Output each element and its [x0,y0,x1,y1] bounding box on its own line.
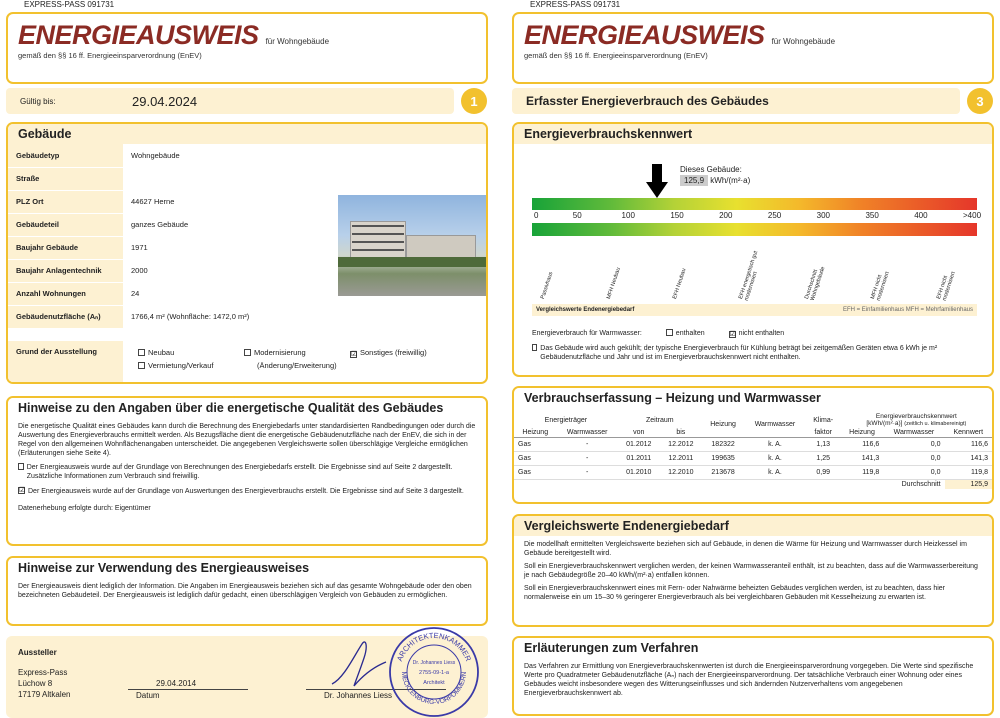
average-value: 125,9 [945,480,992,490]
reference-strip [532,304,977,316]
row-value: 2000 [123,259,486,282]
cell-kv: 119,8 [945,466,992,480]
svg-text:ARCHITEKTENKAMMER: ARCHITEKTENKAMMER [394,630,474,663]
row-key: PLZ Ort [8,190,123,213]
row-value: 1766,4 m² (Wohnfläche: 1472,0 m²) [123,305,486,328]
cell-wk: k. A. [744,438,805,452]
cell-t: 12.2011 [660,452,702,466]
kennwert-card [512,122,994,377]
vergleich-p1: Die modellhaft ermittelten Vergleichswerte beziehen sich auf Gebäude, in denen die Wärme für Heizung und Warmwasser durch Heizkessel im Gebäude bereitgestellt wird. [524,541,967,558]
validity-bar [6,88,454,114]
energy-scale-bar [532,198,982,236]
row-value: ganzes Gebäude [123,213,486,236]
scale-ticks [532,210,982,223]
building-card [6,122,488,384]
issuer-label: Aussteller [18,648,57,657]
row-key: Baujahr Gebäude [8,236,123,259]
row-value: 1971 [123,236,486,259]
cell-h: 182322 [702,438,745,452]
cell-t: 12.2012 [660,438,702,452]
scale-tick-label: 300 [816,211,831,220]
svg-text:Architekt: Architekt [423,680,445,686]
row-key: Gebäudenutzfläche (Aₙ) [8,305,123,328]
reference-markers [532,248,977,308]
cell-w: - [557,452,618,466]
svg-text:MECKLENBURG-VORPOMMERN: MECKLENBURG-VORPOMMERN [399,671,469,707]
pass-id: EXPRESS-PASS 091731 [24,0,115,9]
reason-row [8,341,488,384]
erlaeuterung-card [512,636,994,716]
erlaeuterung-title: Erläuterungen zum Verfahren [514,638,992,658]
reason-sonstiges[interactable]: ☑ Sonstiges (freiwillig) [351,348,427,358]
cell-kf: 1,13 [806,438,841,452]
issuer-name: Express-Pass [18,668,68,677]
reason-modernisierung[interactable]: Modernisierung [244,348,306,357]
usage-text: Der Energieausweis dient lediglich der Information. Die Angaben im Energieausweis beziehen sich auf das gesamte Wohngebäude oder den oben bezeichneten Gebäudeteil. Der Energieausweis ist lediglich dafür gedacht, einen überschlägigen Vergleich von Gebäuden zu ermöglichen. [18,583,472,600]
scale-tick-label: 150 [670,211,684,220]
page-number-badge: 1 [461,88,487,114]
notes-card [6,396,488,546]
this-building-value: 125,9 [680,175,708,186]
issuer-city: 17179 Altkalen [18,690,71,699]
row-key: Anzahl Wohnungen [8,282,123,305]
reference-label: Passivhaus [540,271,555,300]
scale-tick-label: >400 [963,211,982,220]
doc-title: ENERGIEAUSWEIS für Wohngebäude [18,20,330,50]
reference-caption: Vergleichswerte Endenergiebedarf [536,307,635,313]
erlaeuterung-text: Das Verfahren zur Ermittlung von Energieverbrauchskennwerten ist durch die Energieeinsparverordnung vorgegeben. Die Werte sind spezifische Werte pro Quadratmeter Gebäudenutzfläche (Aₙ) nach der Energieeinsparverordnung. Der tatsächliche Verbrauch einer Wohnung oder eines Gebäudes weicht insbesondere wegen des Witterungseinflusses und sich ändernden Nutzerverhaltens vom angegebenen Energieverbrauchskennwert ab. [524,663,974,698]
vergleich-title: Vergleichswerte Endenergiebedarf [514,516,992,536]
row-value: 44627 Herne [123,190,486,213]
page-number-badge-2: 3 [967,88,993,114]
header-card-2 [512,12,994,84]
average-label: Durchschnitt [901,481,941,488]
building-title: Gebäude [8,124,486,144]
row-value: Wohngebäude [123,144,486,167]
row-key: Straße [8,167,123,190]
vergleich-p3: Soll ein Energieverbrauchskennwert eines mit Fern- oder Nahwärme beheizten Gebäudes verglichen werden, ist zu beachten, dass hier normalerweise ein um 15–30 % geringerer Energieverbrauch als bei vergleichbaren Gebäuden mit Kesselheizung zu erwarten ist. [524,585,946,602]
usage-title: Hinweise zur Verwendung des Energieausweises [8,558,486,578]
warmwater-row: Energieverbrauch für Warmwasser: enthalten ☑ nicht enthalten [532,330,785,338]
consumption-row [514,466,992,480]
cell-kw: 0,0 [883,466,944,480]
reference-label: EFH nicht modernisiert [936,271,957,302]
cell-wk: k. A. [744,466,805,480]
scale-tick-label: 0 [534,211,539,220]
cell-f: 01.2012 [618,438,660,452]
reference-label: EFH energetisch gut modernisiert [738,250,760,302]
ww-option-nicht-enthalten[interactable]: ☑ nicht enthalten [729,330,785,338]
scale-tick-label: 200 [719,211,733,220]
cell-kv: 141,3 [945,452,992,466]
valid-label: Gültig bis: [20,96,56,106]
option-verbrauch[interactable]: ☑ Der Energieausweis wurde auf der Grundlage von Auswertungen des Energieverbrauchs erstellt. Die Ergebnisse sind auf Seite 3 dargestellt. [19,486,464,495]
reference-label: EFH Neubau [672,267,688,300]
notes-title: Hinweise zu den Angaben über die energetische Qualität des Gebäudes [8,398,486,418]
reason-label: Grund der Ausstellung [8,341,123,384]
doc-subtitle-2: gemäß den §§ 16 ff. Energieeinsparverordnung (EnEV) [524,51,708,60]
data-by: Datenerhebung erfolgte durch: Eigentümer [18,504,151,512]
vergleich-card [512,514,994,627]
header-card [6,12,488,84]
reference-label: MFH Neubau [606,266,622,300]
doc-subtitle: gemäß den §§ 16 ff. Energieeinsparverordnung (EnEV) [18,51,202,60]
reference-label: MFH nicht modernisiert [870,271,891,302]
ww-option-enthalten[interactable]: enthalten [666,330,705,337]
scale-tick-label: 50 [572,211,582,220]
scale-tick-label: 100 [621,211,635,220]
cell-w: - [557,438,618,452]
this-building-unit: kWh/(m²·a) [710,176,751,185]
cell-t: 12.2010 [660,466,702,480]
issuer-street: Lüchow 8 [18,679,53,688]
issuer-block [6,630,488,718]
reason-vermietung[interactable]: Vermietung/Verkauf [138,361,213,370]
cell-f: 01.2010 [618,466,660,480]
building-row [8,144,486,167]
signature-icon [324,636,394,691]
signer-name: Dr. Johannes Liess [324,691,393,700]
cell-kw: 0,0 [883,438,944,452]
scale-tick-label: 250 [767,211,782,220]
reference-legend: EFH = Einfamilienhaus MFH = Mehrfamilienhaus [842,307,973,313]
row-key: Baujahr Anlagentechnik [8,259,123,282]
reference-label: Durchschnitt Wohngebäude [804,265,827,302]
section-bar: Erfasster Energieverbrauch des Gebäudes [512,88,960,114]
date-label: Datum [136,691,160,700]
sign-date: 29.04.2014 [156,679,197,688]
reason-neubau[interactable]: Neubau [138,348,174,357]
building-photo [338,195,486,296]
building-row [8,305,486,328]
consumption-title: Verbrauchserfassung – Heizung und Warmwasser [514,388,992,408]
pass-id-2: EXPRESS-PASS 091731 [530,0,621,9]
cell-c: Gas [514,452,557,466]
consumption-table: Energieträger Zeitraum Heizung Warmwasser Klima- Energieverbrauchskennwert [kWh/(m²·a)] (zeitlich u. klimabereinigt) Heizung Warmwasser von bis faktor Heizung Warmwasser Kennwert Gas - 01.2012 12.2012 182322 k. A. 1,13 116,6 0,0 116,6 Gas - 01.2011 12.2011 199635 k. A. 1,25 141,3 0,0 141,3 Gas - 01.2010 12.2010 213678 k. A. 0,99 119,8 0,0 119,8 Durchschnitt 125,9 [514,412,992,489]
cell-kh: 141,3 [841,452,884,466]
cell-kh: 119,8 [841,466,884,480]
cell-c: Gas [514,438,557,452]
official-stamp [388,626,480,718]
kennwert-title: Energieverbrauchskennwert [514,124,992,144]
notes-text: Die energetische Qualität eines Gebäudes kann durch die Berechnung des Energiebedarfs unter standardisierten Randbedingungen oder durch die Auswertung des Energieverbrauchs ermittelt werden. Als Bezugsfläche dient die energetische Gebäudenutzfläche nach der EnEV, die sich in der Regel von den allgemeinen Wohnflächenangaben unterscheidet. Die angegebenen Vergleichswerte sollen überschlägige Vergleiche ermöglichen (Erläuterungen siehe Seite 4). [18,423,476,458]
consumption-row [514,452,992,466]
cell-h: 199635 [702,452,745,466]
valid-date: 29.04.2024 [132,93,198,109]
svg-text:Dr. Johannes Liess: Dr. Johannes Liess [412,660,456,666]
cell-kh: 116,6 [841,438,884,452]
cooling-option[interactable]: Das Gebäude wird auch gekühlt; der typische Energieverbrauch für Kühlung beträgt bei zeitgemäßen Geräten etwa 6 kWh je m² Gebäudenutzfläche und Jahr und ist im Energieverbrauchskennwert nicht enthalten. [532,344,972,362]
cell-kf: 1,25 [806,452,841,466]
consumption-card [512,386,994,504]
cell-h: 213678 [702,466,745,480]
scale-tick-label: 400 [914,211,928,220]
row-value: 24 [123,282,486,305]
cell-wk: k. A. [744,452,805,466]
option-bedarf[interactable]: Der Energieausweis wurde auf der Grundlage von Berechnungen des Energiebedarfs erstellt. Die Ergebnisse sind auf Seite 2 dargestellt. Zusätzliche Informationen zum Verbrauch sind freiwillig. [8,462,486,485]
usage-card [6,556,488,626]
doc-title-2: ENERGIEAUSWEIS für Wohngebäude [524,20,836,50]
cell-w: - [557,466,618,480]
cell-c: Gas [514,466,557,480]
this-building-label: Dieses Gebäude: [680,165,742,174]
building-row [8,167,486,190]
arrow-down-icon [646,164,668,198]
consumption-row [514,438,992,452]
page-3 [512,0,1000,718]
scale-tick-label: 350 [865,211,879,220]
cell-kv: 116,6 [945,438,992,452]
cell-kf: 0,99 [806,466,841,480]
page-1 [6,0,494,718]
reason-erweiterung: (Änderung/Erweiterung) [257,361,337,370]
cell-f: 01.2011 [618,452,660,466]
row-key: Gebäudetyp [8,144,123,167]
row-key: Gebäudeteil [8,213,123,236]
svg-text:2755-09-1-a: 2755-09-1-a [419,670,449,676]
cell-kw: 0,0 [883,452,944,466]
vergleich-p2: Soll ein Energieverbrauchskennwert verglichen werden, der keinen Warmwasseranteil enthält, ist zu beachten, dass auf die Warmwasserbereitung je nach Gebäudegröße 20–40 kWh/(m²·a) entfallen können. [524,563,978,580]
row-value [123,167,486,190]
